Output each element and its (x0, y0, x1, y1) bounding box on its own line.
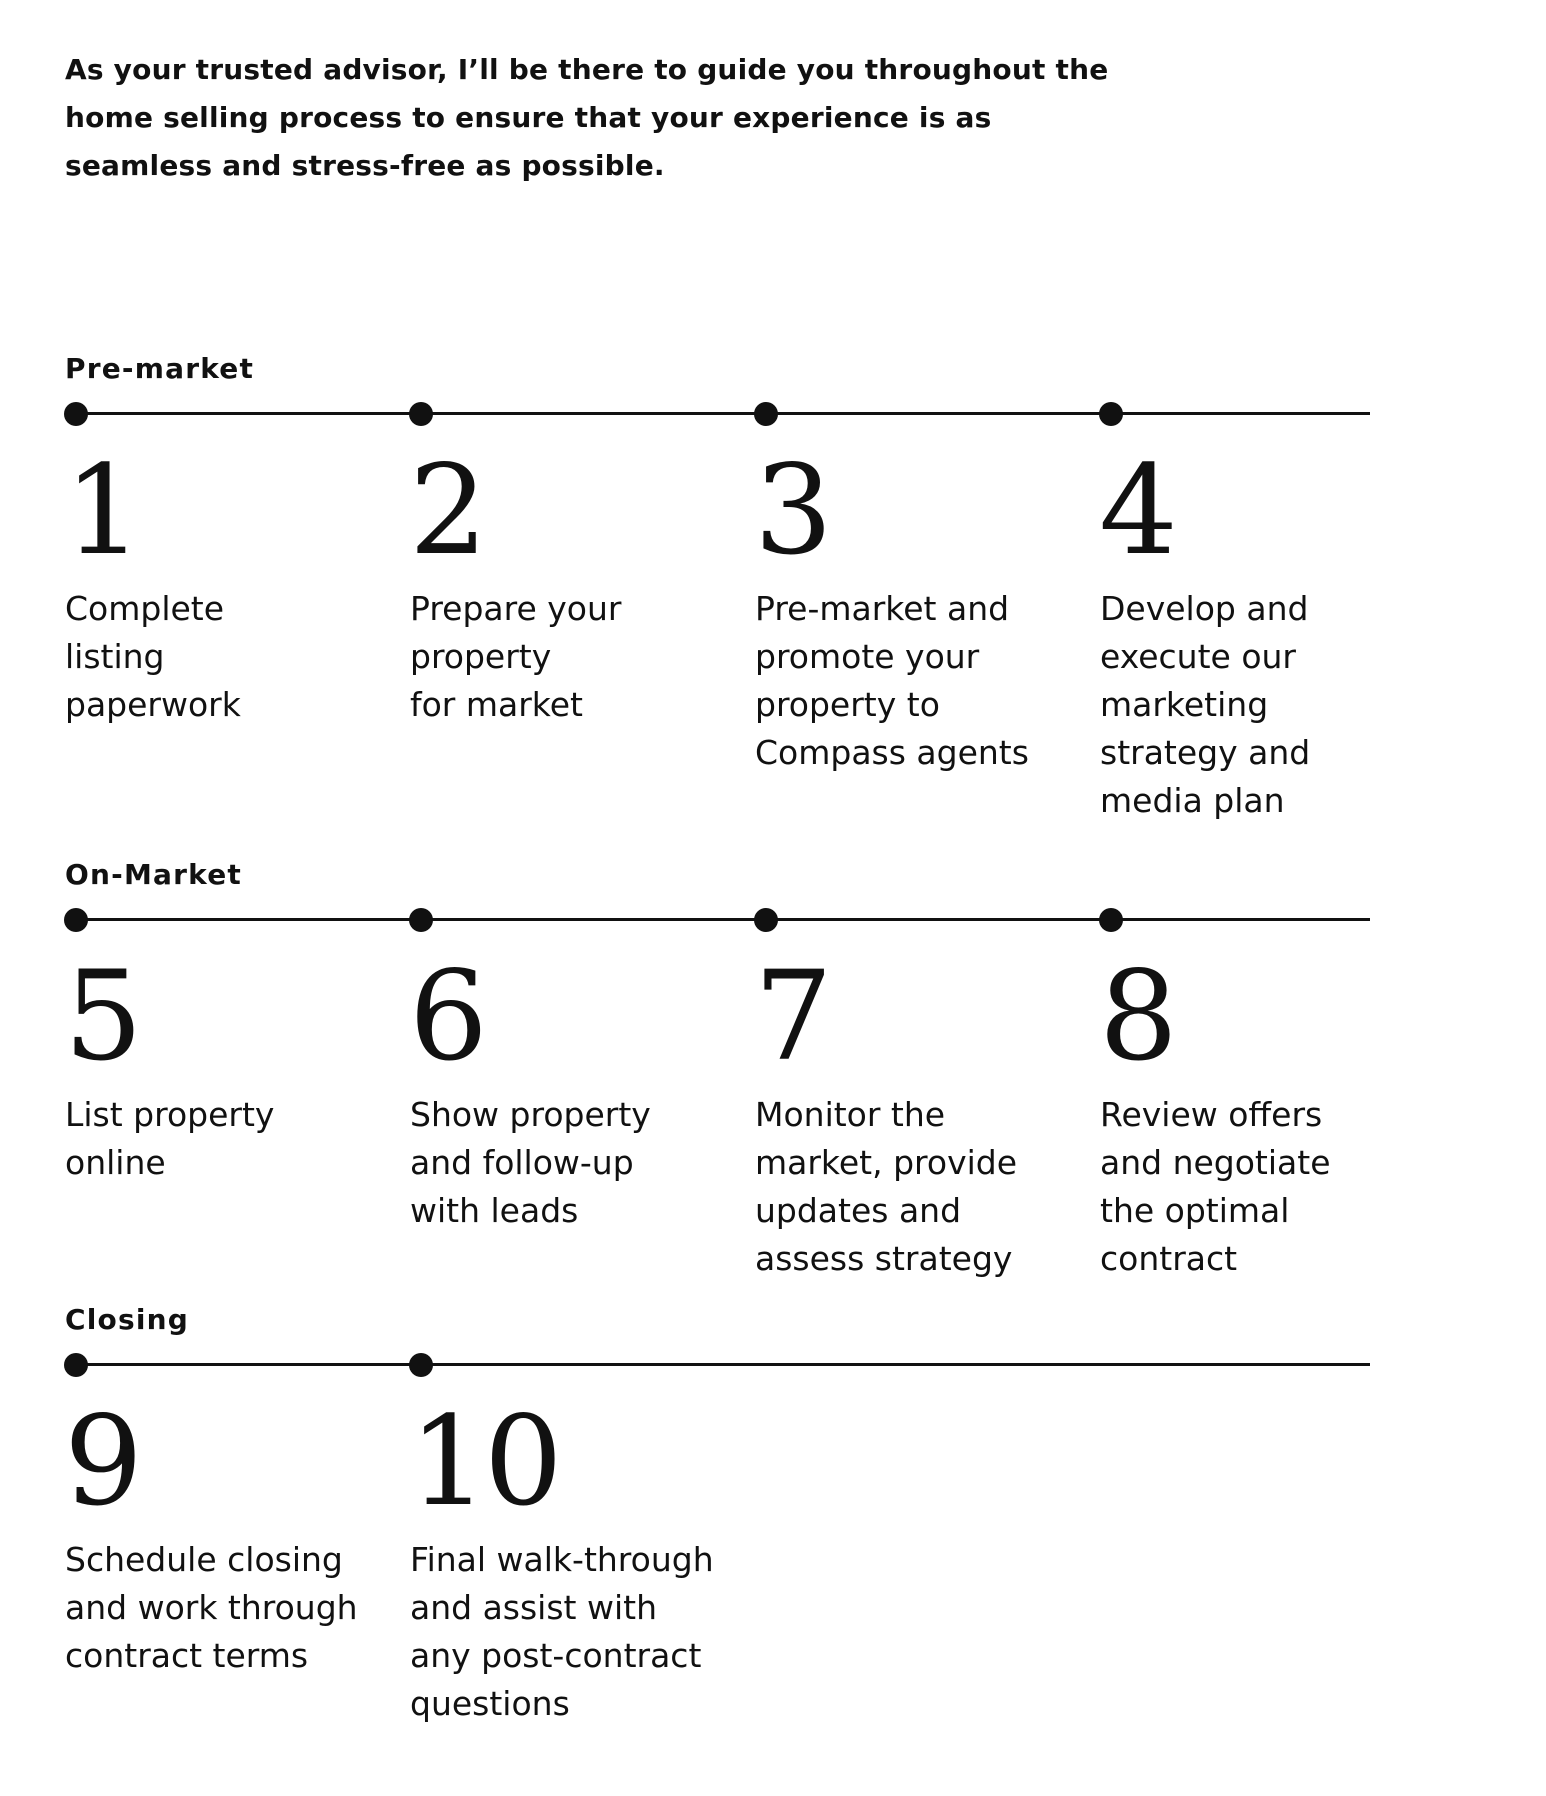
step-description: Monitor the market, provide updates and assess strategy (755, 1095, 1018, 1278)
step-description: Complete listing paperwork (65, 589, 241, 724)
step-description: Develop and execute our marketing strategy and media plan (1100, 589, 1311, 820)
timeline-dot (754, 402, 778, 426)
step-number: 8 (1099, 945, 1174, 1089)
timeline-dot (409, 1353, 433, 1377)
step-number: 6 (409, 945, 484, 1089)
step-description: Review offers and negotiate the optimal contract (1100, 1095, 1331, 1278)
step-number: 9 (64, 1390, 139, 1534)
step-number: 1 (64, 439, 139, 583)
step-description: List property online (65, 1095, 275, 1182)
phase-label: On-Market (65, 858, 242, 891)
timeline-dot (64, 908, 88, 932)
timeline-dot (754, 908, 778, 932)
timeline-dot (409, 402, 433, 426)
step-description: Schedule closing and work through contract terms (65, 1540, 358, 1675)
step-number: 7 (754, 945, 829, 1089)
step-description: Final walk-through and assist with any post-contract questions (410, 1540, 714, 1723)
step-description: Prepare your property for market (410, 589, 622, 724)
intro-paragraph: As your trusted advisor, I’ll be there to guide you throughout the home selling process to ensure that your experience is as seamless and stress-free as possible. (65, 53, 1109, 182)
timeline-dot (1099, 908, 1123, 932)
step-description: Pre-market and promote your property to Compass agents (755, 589, 1029, 772)
step-number: 5 (64, 945, 139, 1089)
phase-label: Pre-market (65, 352, 255, 385)
timeline-line (76, 412, 1370, 415)
timeline-dot (409, 908, 433, 932)
phase-label: Closing (65, 1303, 190, 1336)
timeline-dot (64, 402, 88, 426)
step-description: Show property and follow-up with leads (410, 1095, 651, 1230)
timeline-dot (64, 1353, 88, 1377)
step-number: 4 (1099, 439, 1174, 583)
step-number: 3 (754, 439, 829, 583)
timeline-dot (1099, 402, 1123, 426)
timeline-line (76, 1363, 1370, 1366)
step-number: 2 (409, 439, 484, 583)
timeline-line (76, 918, 1370, 921)
step-number: 10 (409, 1390, 559, 1534)
